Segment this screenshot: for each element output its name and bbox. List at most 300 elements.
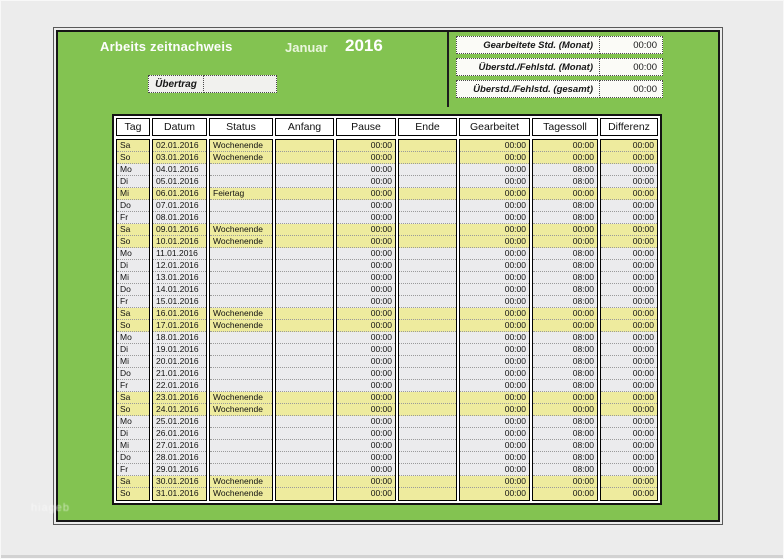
cell-tagessoll[interactable]: 00:00 (533, 188, 597, 200)
cell-status[interactable] (210, 416, 272, 428)
cell-tag[interactable]: Mi (117, 272, 149, 284)
cell-datum[interactable]: 28.01.2016 (153, 452, 206, 464)
cell-tag[interactable]: Mo (117, 164, 149, 176)
cell-pause[interactable]: 00:00 (337, 440, 395, 452)
cell-tag[interactable]: Mi (117, 356, 149, 368)
cell-status[interactable]: Wochenende (210, 140, 272, 152)
cell-ende[interactable] (399, 176, 456, 188)
cell-gearbeitet[interactable]: 00:00 (460, 416, 529, 428)
summary-value[interactable]: 00:00 (600, 58, 663, 76)
cell-tag[interactable]: Di (117, 344, 149, 356)
cell-tag[interactable]: Do (117, 284, 149, 296)
cell-pause[interactable]: 00:00 (337, 188, 395, 200)
cell-anfang[interactable] (276, 428, 333, 440)
cell-tagessoll[interactable]: 08:00 (533, 284, 597, 296)
cell-datum[interactable]: 24.01.2016 (153, 404, 206, 416)
cell-differenz[interactable]: 00:00 (601, 440, 657, 452)
cell-differenz[interactable]: 00:00 (601, 464, 657, 476)
column-anfang (275, 139, 334, 501)
cell-pause[interactable]: 00:00 (337, 200, 395, 212)
cell-datum[interactable]: 23.01.2016 (153, 392, 206, 404)
cell-differenz[interactable]: 00:00 (601, 344, 657, 356)
cell-anfang[interactable] (276, 476, 333, 488)
column-header-status: Status (209, 118, 273, 136)
cell-pause[interactable]: 00:00 (337, 368, 395, 380)
cell-ende[interactable] (399, 476, 456, 488)
cell-pause[interactable]: 00:00 (337, 248, 395, 260)
cell-ende[interactable] (399, 488, 456, 500)
cell-status[interactable]: Wochenende (210, 320, 272, 332)
cell-anfang[interactable] (276, 212, 333, 224)
cell-status[interactable]: Wochenende (210, 308, 272, 320)
cell-tag[interactable]: Fr (117, 212, 149, 224)
cell-pause[interactable]: 00:00 (337, 356, 395, 368)
cell-anfang[interactable] (276, 464, 333, 476)
cell-tagessoll[interactable]: 00:00 (533, 404, 597, 416)
cell-anfang[interactable] (276, 152, 333, 164)
cell-gearbeitet[interactable]: 00:00 (460, 164, 529, 176)
cell-tagessoll[interactable]: 00:00 (533, 320, 597, 332)
cell-anfang[interactable] (276, 488, 333, 500)
cell-status[interactable]: Wochenende (210, 236, 272, 248)
cell-pause[interactable]: 00:00 (337, 404, 395, 416)
cell-differenz[interactable]: 00:00 (601, 416, 657, 428)
cell-differenz[interactable]: 00:00 (601, 200, 657, 212)
cell-tagessoll[interactable]: 00:00 (533, 140, 597, 152)
cell-tag[interactable]: Sa (117, 476, 149, 488)
cell-status[interactable]: Wochenende (210, 488, 272, 500)
cell-ende[interactable] (399, 344, 456, 356)
cell-ende[interactable] (399, 296, 456, 308)
summary-value[interactable]: 00:00 (600, 80, 663, 98)
cell-anfang[interactable] (276, 260, 333, 272)
cell-differenz[interactable]: 00:00 (601, 428, 657, 440)
cell-anfang[interactable] (276, 236, 333, 248)
cell-gearbeitet[interactable]: 00:00 (460, 344, 529, 356)
cell-gearbeitet[interactable]: 00:00 (460, 188, 529, 200)
summary-divider (447, 32, 449, 107)
cell-datum[interactable]: 21.01.2016 (153, 368, 206, 380)
cell-datum[interactable]: 31.01.2016 (153, 488, 206, 500)
cell-tag[interactable]: Di (117, 428, 149, 440)
cell-gearbeitet[interactable]: 00:00 (460, 260, 529, 272)
cell-ende[interactable] (399, 464, 456, 476)
cell-tagessoll[interactable]: 00:00 (533, 152, 597, 164)
cell-status[interactable] (210, 380, 272, 392)
cell-pause[interactable]: 00:00 (337, 320, 395, 332)
cell-gearbeitet[interactable]: 00:00 (460, 452, 529, 464)
cell-status[interactable] (210, 464, 272, 476)
cell-status[interactable] (210, 332, 272, 344)
cell-tag[interactable]: Di (117, 176, 149, 188)
cell-datum[interactable]: 04.01.2016 (153, 164, 206, 176)
cell-datum[interactable]: 14.01.2016 (153, 284, 206, 296)
cell-differenz[interactable]: 00:00 (601, 380, 657, 392)
cell-differenz[interactable]: 00:00 (601, 272, 657, 284)
column-datum (152, 139, 207, 501)
cell-tagessoll[interactable]: 08:00 (533, 416, 597, 428)
cell-ende[interactable] (399, 272, 456, 284)
cell-tagessoll[interactable]: 08:00 (533, 428, 597, 440)
cell-status[interactable]: Wochenende (210, 476, 272, 488)
cell-tag[interactable]: So (117, 488, 149, 500)
cell-gearbeitet[interactable]: 00:00 (460, 236, 529, 248)
cell-tagessoll[interactable]: 00:00 (533, 476, 597, 488)
cell-differenz[interactable]: 00:00 (601, 356, 657, 368)
cell-ende[interactable] (399, 284, 456, 296)
cell-tag[interactable]: So (117, 404, 149, 416)
cell-ende[interactable] (399, 332, 456, 344)
cell-status[interactable]: Wochenende (210, 404, 272, 416)
cell-tag[interactable]: Sa (117, 392, 149, 404)
cell-tag[interactable]: Mo (117, 248, 149, 260)
cell-pause[interactable]: 00:00 (337, 416, 395, 428)
cell-tagessoll[interactable]: 00:00 (533, 392, 597, 404)
cell-tag[interactable]: Mi (117, 440, 149, 452)
sheet-title: Arbeits zeitnachweis (100, 39, 233, 54)
cell-tag[interactable]: Mi (117, 188, 149, 200)
column-header-tag: Tag (116, 118, 150, 136)
cell-differenz[interactable]: 00:00 (601, 368, 657, 380)
cell-pause[interactable]: 00:00 (337, 392, 395, 404)
cell-anfang[interactable] (276, 224, 333, 236)
cell-tagessoll[interactable]: 00:00 (533, 236, 597, 248)
cell-gearbeitet[interactable]: 00:00 (460, 332, 529, 344)
cell-pause[interactable]: 00:00 (337, 380, 395, 392)
cell-gearbeitet[interactable]: 00:00 (460, 140, 529, 152)
cell-tagessoll[interactable]: 00:00 (533, 488, 597, 500)
timesheet-table (112, 114, 662, 505)
cell-pause[interactable]: 00:00 (337, 212, 395, 224)
cell-differenz[interactable]: 00:00 (601, 488, 657, 500)
cell-pause[interactable]: 00:00 (337, 332, 395, 344)
cell-gearbeitet[interactable]: 00:00 (460, 380, 529, 392)
cell-pause[interactable]: 00:00 (337, 344, 395, 356)
cell-datum[interactable]: 16.01.2016 (153, 308, 206, 320)
cell-tagessoll[interactable]: 08:00 (533, 260, 597, 272)
cell-status[interactable]: Wochenende (210, 224, 272, 236)
cell-pause[interactable]: 00:00 (337, 140, 395, 152)
cell-gearbeitet[interactable]: 00:00 (460, 488, 529, 500)
cell-pause[interactable]: 00:00 (337, 428, 395, 440)
cell-datum[interactable]: 10.01.2016 (153, 236, 206, 248)
cell-differenz[interactable]: 00:00 (601, 392, 657, 404)
column-header-differenz: Differenz (600, 118, 658, 136)
cell-tag[interactable]: So (117, 320, 149, 332)
cell-datum[interactable]: 03.01.2016 (153, 152, 206, 164)
cell-datum[interactable]: 05.01.2016 (153, 176, 206, 188)
column-tag (116, 139, 150, 501)
cell-status[interactable] (210, 344, 272, 356)
cell-datum[interactable]: 17.01.2016 (153, 320, 206, 332)
cell-ende[interactable] (399, 188, 456, 200)
cell-differenz[interactable]: 00:00 (601, 320, 657, 332)
cell-anfang[interactable] (276, 332, 333, 344)
cell-gearbeitet[interactable]: 00:00 (460, 296, 529, 308)
cell-differenz[interactable]: 00:00 (601, 236, 657, 248)
cell-status[interactable] (210, 428, 272, 440)
cell-differenz[interactable]: 00:00 (601, 152, 657, 164)
cell-differenz[interactable]: 00:00 (601, 176, 657, 188)
cell-pause[interactable]: 00:00 (337, 152, 395, 164)
cell-pause[interactable]: 00:00 (337, 224, 395, 236)
cell-ende[interactable] (399, 224, 456, 236)
cell-gearbeitet[interactable]: 00:00 (460, 404, 529, 416)
cell-datum[interactable]: 25.01.2016 (153, 416, 206, 428)
cell-tagessoll[interactable]: 08:00 (533, 368, 597, 380)
cell-datum[interactable]: 06.01.2016 (153, 188, 206, 200)
cell-tag[interactable]: Do (117, 200, 149, 212)
cell-anfang[interactable] (276, 452, 333, 464)
cell-datum[interactable]: 08.01.2016 (153, 212, 206, 224)
cell-ende[interactable] (399, 236, 456, 248)
cell-ende[interactable] (399, 320, 456, 332)
cell-datum[interactable]: 15.01.2016 (153, 296, 206, 308)
cell-anfang[interactable] (276, 248, 333, 260)
cell-gearbeitet[interactable]: 00:00 (460, 392, 529, 404)
cell-datum[interactable]: 30.01.2016 (153, 476, 206, 488)
cell-anfang[interactable] (276, 320, 333, 332)
timesheet-panel (56, 30, 720, 522)
cell-anfang[interactable] (276, 272, 333, 284)
cell-differenz[interactable]: 00:00 (601, 296, 657, 308)
cell-gearbeitet[interactable]: 00:00 (460, 152, 529, 164)
cell-datum[interactable]: 29.01.2016 (153, 464, 206, 476)
cell-pause[interactable]: 00:00 (337, 308, 395, 320)
cell-tagessoll[interactable]: 08:00 (533, 212, 597, 224)
cell-tagessoll[interactable]: 08:00 (533, 464, 597, 476)
cell-ende[interactable] (399, 368, 456, 380)
cell-differenz[interactable]: 00:00 (601, 212, 657, 224)
cell-ende[interactable] (399, 200, 456, 212)
cell-pause[interactable]: 00:00 (337, 296, 395, 308)
cell-ende[interactable] (399, 428, 456, 440)
cell-status[interactable]: Wochenende (210, 392, 272, 404)
cell-tagessoll[interactable]: 08:00 (533, 176, 597, 188)
cell-gearbeitet[interactable]: 00:00 (460, 200, 529, 212)
cell-differenz[interactable]: 00:00 (601, 476, 657, 488)
cell-tag[interactable]: So (117, 152, 149, 164)
cell-tag[interactable]: Sa (117, 140, 149, 152)
column-header-tagessoll: Tagessoll (532, 118, 598, 136)
cell-pause[interactable]: 00:00 (337, 176, 395, 188)
cell-anfang[interactable] (276, 440, 333, 452)
cell-datum[interactable]: 18.01.2016 (153, 332, 206, 344)
cell-pause[interactable]: 00:00 (337, 452, 395, 464)
cell-gearbeitet[interactable]: 00:00 (460, 464, 529, 476)
cell-differenz[interactable]: 00:00 (601, 140, 657, 152)
cell-gearbeitet[interactable]: 00:00 (460, 440, 529, 452)
cell-gearbeitet[interactable]: 00:00 (460, 284, 529, 296)
cell-tagessoll[interactable]: 08:00 (533, 296, 597, 308)
cell-ende[interactable] (399, 392, 456, 404)
cell-tag[interactable]: Fr (117, 296, 149, 308)
cell-gearbeitet[interactable]: 00:00 (460, 356, 529, 368)
cell-gearbeitet[interactable]: 00:00 (460, 212, 529, 224)
column-gearbeitet (459, 139, 530, 501)
carryover-label: Übertrag (148, 75, 204, 93)
cell-ende[interactable] (399, 380, 456, 392)
cell-status[interactable]: Feiertag (210, 188, 272, 200)
cell-datum[interactable]: 11.01.2016 (153, 248, 206, 260)
cell-anfang[interactable] (276, 188, 333, 200)
cell-differenz[interactable]: 00:00 (601, 452, 657, 464)
watermark: hiageb (31, 502, 71, 514)
cell-pause[interactable]: 00:00 (337, 284, 395, 296)
cell-differenz[interactable]: 00:00 (601, 284, 657, 296)
cell-ende[interactable] (399, 248, 456, 260)
cell-pause[interactable]: 00:00 (337, 476, 395, 488)
cell-pause[interactable]: 00:00 (337, 260, 395, 272)
cell-tagessoll[interactable]: 08:00 (533, 440, 597, 452)
cell-datum[interactable]: 27.01.2016 (153, 440, 206, 452)
cell-datum[interactable]: 07.01.2016 (153, 200, 206, 212)
cell-anfang[interactable] (276, 176, 333, 188)
cell-ende[interactable] (399, 404, 456, 416)
column-status (209, 139, 273, 501)
cell-tag[interactable]: Mo (117, 416, 149, 428)
cell-gearbeitet[interactable]: 00:00 (460, 272, 529, 284)
cell-datum[interactable]: 12.01.2016 (153, 260, 206, 272)
cell-ende[interactable] (399, 452, 456, 464)
summary-label: Überstd./Fehlstd. (gesamt) (456, 80, 600, 98)
cell-status[interactable] (210, 212, 272, 224)
cell-anfang[interactable] (276, 380, 333, 392)
cell-tag[interactable]: Do (117, 368, 149, 380)
cell-status[interactable] (210, 452, 272, 464)
column-header-datum: Datum (152, 118, 207, 136)
cell-status[interactable] (210, 200, 272, 212)
cell-tagessoll[interactable]: 08:00 (533, 164, 597, 176)
cell-differenz[interactable]: 00:00 (601, 188, 657, 200)
cell-status[interactable] (210, 176, 272, 188)
cell-status[interactable] (210, 248, 272, 260)
table-header-row (116, 118, 658, 136)
cell-tagessoll[interactable]: 08:00 (533, 272, 597, 284)
cell-tag[interactable]: Sa (117, 224, 149, 236)
cell-status[interactable] (210, 260, 272, 272)
cell-status[interactable] (210, 164, 272, 176)
cell-anfang[interactable] (276, 404, 333, 416)
cell-differenz[interactable]: 00:00 (601, 260, 657, 272)
cell-tag[interactable]: Do (117, 452, 149, 464)
cell-ende[interactable] (399, 164, 456, 176)
summary-row-overtime-total (456, 80, 663, 98)
cell-differenz[interactable]: 00:00 (601, 164, 657, 176)
cell-anfang[interactable] (276, 392, 333, 404)
table-body (116, 139, 658, 501)
cell-status[interactable] (210, 296, 272, 308)
cell-pause[interactable]: 00:00 (337, 236, 395, 248)
cell-gearbeitet[interactable]: 00:00 (460, 176, 529, 188)
cell-tag[interactable]: So (117, 236, 149, 248)
cell-ende[interactable] (399, 212, 456, 224)
cell-differenz[interactable]: 00:00 (601, 308, 657, 320)
cell-anfang[interactable] (276, 416, 333, 428)
cell-tagessoll[interactable]: 08:00 (533, 344, 597, 356)
cell-ende[interactable] (399, 260, 456, 272)
cell-tag[interactable]: Di (117, 260, 149, 272)
cell-tagessoll[interactable]: 08:00 (533, 248, 597, 260)
cell-datum[interactable]: 26.01.2016 (153, 428, 206, 440)
cell-ende[interactable] (399, 152, 456, 164)
cell-anfang[interactable] (276, 356, 333, 368)
cell-datum[interactable]: 19.01.2016 (153, 344, 206, 356)
cell-pause[interactable]: 00:00 (337, 164, 395, 176)
cell-tagessoll[interactable]: 00:00 (533, 224, 597, 236)
cell-anfang[interactable] (276, 200, 333, 212)
cell-pause[interactable]: 00:00 (337, 272, 395, 284)
cell-tag[interactable]: Fr (117, 380, 149, 392)
cell-differenz[interactable]: 00:00 (601, 224, 657, 236)
cell-gearbeitet[interactable]: 00:00 (460, 224, 529, 236)
cell-pause[interactable]: 00:00 (337, 488, 395, 500)
cell-gearbeitet[interactable]: 00:00 (460, 368, 529, 380)
cell-pause[interactable]: 00:00 (337, 464, 395, 476)
column-pause (336, 139, 396, 501)
cell-anfang[interactable] (276, 344, 333, 356)
cell-ende[interactable] (399, 140, 456, 152)
cell-datum[interactable]: 09.01.2016 (153, 224, 206, 236)
cell-differenz[interactable]: 00:00 (601, 404, 657, 416)
cell-status[interactable] (210, 368, 272, 380)
cell-tagessoll[interactable]: 08:00 (533, 356, 597, 368)
cell-anfang[interactable] (276, 140, 333, 152)
cell-status[interactable]: Wochenende (210, 152, 272, 164)
cell-gearbeitet[interactable]: 00:00 (460, 248, 529, 260)
carryover-field (148, 75, 277, 93)
cell-tag[interactable]: Sa (117, 308, 149, 320)
cell-tagessoll[interactable]: 08:00 (533, 452, 597, 464)
cell-tagessoll[interactable]: 08:00 (533, 200, 597, 212)
summary-value[interactable]: 00:00 (600, 36, 663, 54)
cell-datum[interactable]: 22.01.2016 (153, 380, 206, 392)
cell-gearbeitet[interactable]: 00:00 (460, 428, 529, 440)
cell-datum[interactable]: 13.01.2016 (153, 272, 206, 284)
cell-datum[interactable]: 20.01.2016 (153, 356, 206, 368)
cell-datum[interactable]: 02.01.2016 (153, 140, 206, 152)
cell-differenz[interactable]: 00:00 (601, 248, 657, 260)
column-header-gearbeitet: Gearbeitet (459, 118, 530, 136)
column-header-ende: Ende (398, 118, 457, 136)
cell-tagessoll[interactable]: 08:00 (533, 332, 597, 344)
cell-gearbeitet[interactable]: 00:00 (460, 320, 529, 332)
cell-tag[interactable]: Mo (117, 332, 149, 344)
cell-gearbeitet[interactable]: 00:00 (460, 308, 529, 320)
cell-status[interactable] (210, 440, 272, 452)
cell-anfang[interactable] (276, 284, 333, 296)
cell-anfang[interactable] (276, 164, 333, 176)
cell-ende[interactable] (399, 308, 456, 320)
cell-ende[interactable] (399, 356, 456, 368)
cell-tagessoll[interactable]: 08:00 (533, 380, 597, 392)
cell-anfang[interactable] (276, 368, 333, 380)
cell-tag[interactable]: Fr (117, 464, 149, 476)
cell-anfang[interactable] (276, 308, 333, 320)
cell-ende[interactable] (399, 440, 456, 452)
cell-gearbeitet[interactable]: 00:00 (460, 476, 529, 488)
summary-row-worked-month (456, 36, 663, 54)
cell-status[interactable] (210, 356, 272, 368)
column-tagessoll (532, 139, 598, 501)
carryover-input[interactable] (204, 75, 277, 93)
cell-differenz[interactable]: 00:00 (601, 332, 657, 344)
cell-status[interactable] (210, 284, 272, 296)
cell-tagessoll[interactable]: 00:00 (533, 308, 597, 320)
cell-ende[interactable] (399, 416, 456, 428)
cell-status[interactable] (210, 272, 272, 284)
cell-anfang[interactable] (276, 296, 333, 308)
